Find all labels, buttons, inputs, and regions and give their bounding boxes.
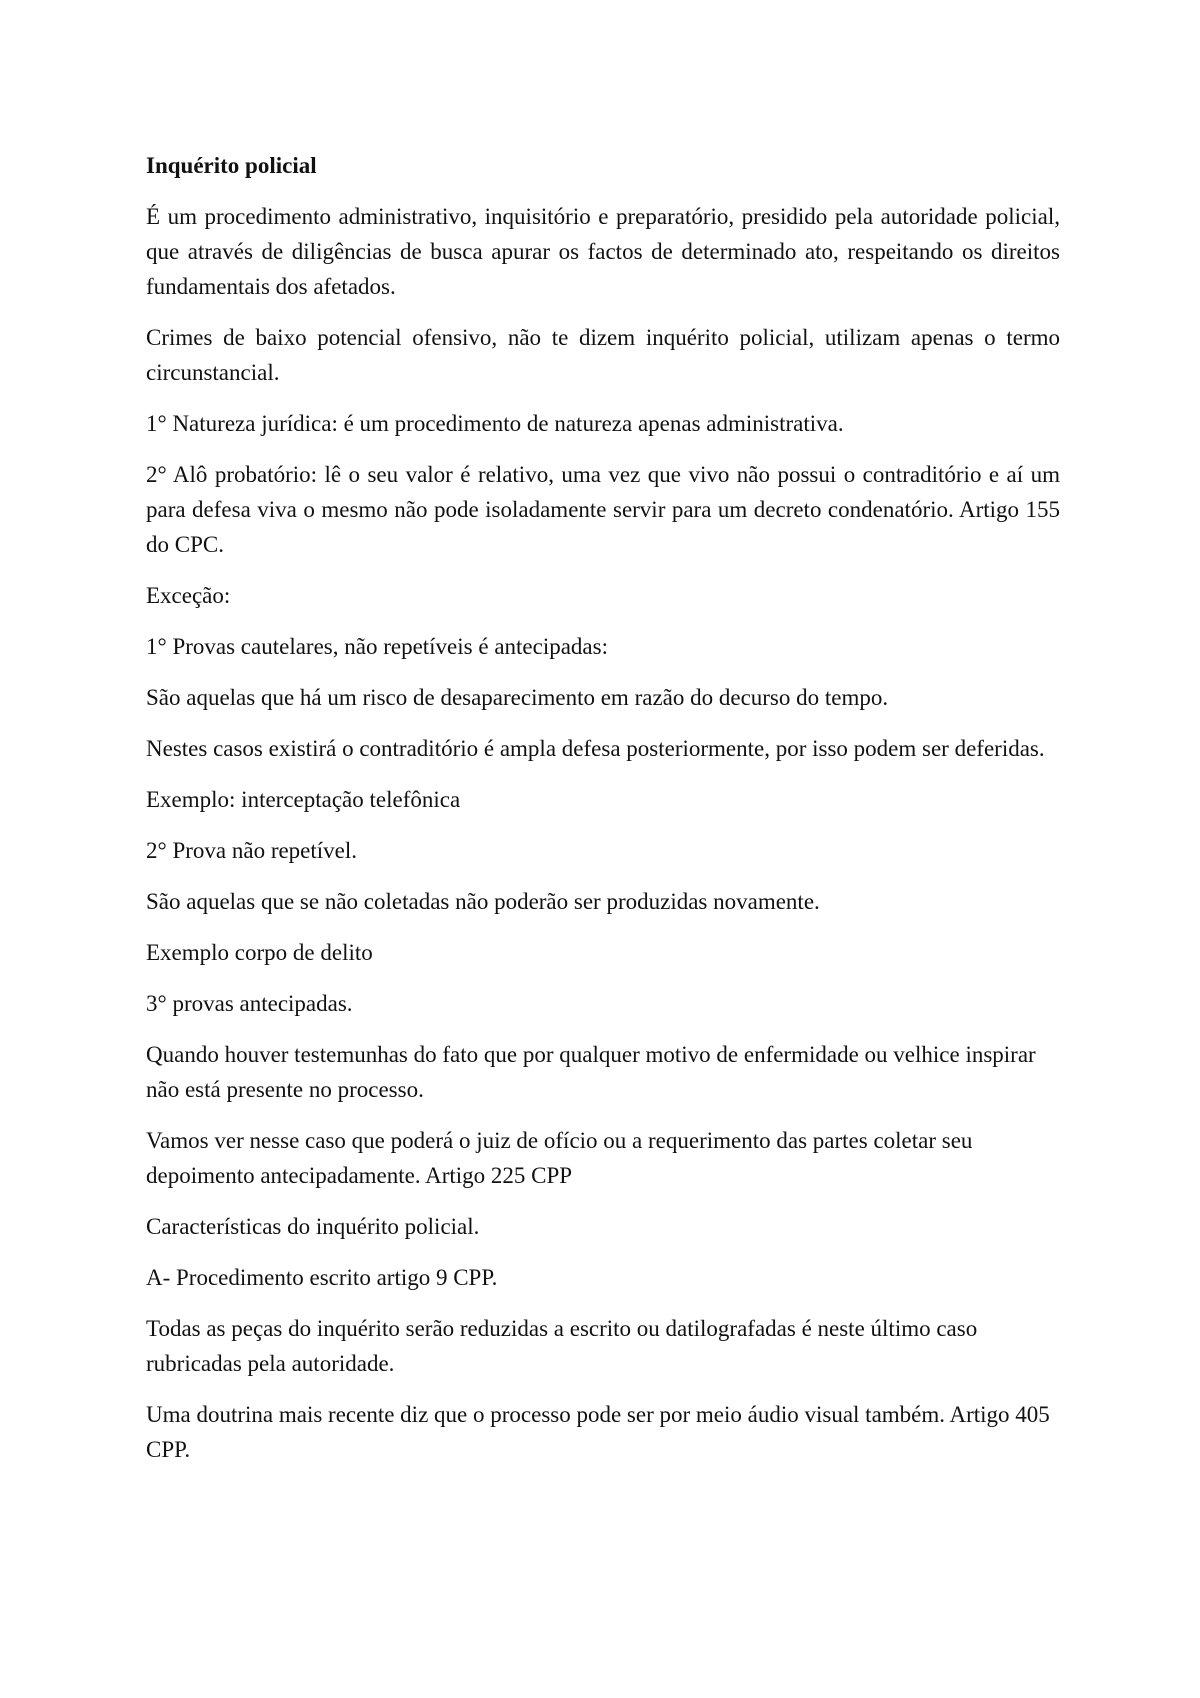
- paragraph-characteristics: Características do inquérito policial.: [146, 1214, 480, 1239]
- paragraph-anticipated-evidence: 3° provas antecipadas.: [146, 991, 353, 1016]
- paragraph-pieces-written: Todas as peças do inquérito serão reduzidas a escrito ou datilografadas é neste último caso rubricadas pela autoridade.: [146, 1316, 978, 1376]
- paragraph-audio-visual: Uma doutrina mais recente diz que o processo pode ser por meio áudio visual também. Artigo 405 CPP.: [146, 1402, 1050, 1462]
- paragraph-risk-disappearance: São aquelas que há um risco de desaparecimento em razão do decurso do tempo.: [146, 685, 889, 710]
- paragraph-low-offense-crimes: Crimes de baixo potencial ofensivo, não te dizem inquérito policial, utilizam apenas o termo circunstancial.: [146, 325, 1060, 385]
- document-title: Inquérito policial: [146, 153, 317, 178]
- paragraph-witnesses: Quando houver testemunhas do fato que por qualquer motivo de enfermidade ou velhice inspirar não está presente no processo.: [146, 1042, 1036, 1102]
- paragraph-judge-testimony: Vamos ver nesse caso que poderá o juiz de ofício ou a requerimento das partes coletar seu depoimento antecipadamente. Artigo 225 CPP: [146, 1128, 973, 1188]
- document-body: [146, 148, 1060, 1483]
- paragraph-written-procedure: A- Procedimento escrito artigo 9 CPP.: [146, 1265, 498, 1290]
- paragraph-example-corpus: Exemplo corpo de delito: [146, 940, 373, 965]
- paragraph-not-collected: São aquelas que se não coletadas não poderão ser produzidas novamente.: [146, 889, 820, 914]
- paragraph-precautionary-evidence: 1° Provas cautelares, não repetíveis é antecipadas:: [146, 634, 608, 659]
- paragraph-probative-value: 2° Alô probatório: lê o seu valor é relativo, uma vez que vivo não possui o contraditório e aí um para defesa viva o mesmo não pode isoladamente servir para um decreto condenatório. Artigo 155 do CPC.: [146, 462, 1060, 557]
- paragraph-legal-nature: 1° Natureza jurídica: é um procedimento de natureza apenas administrativa.: [146, 411, 844, 436]
- paragraph-non-repeatable: 2° Prova não repetível.: [146, 838, 358, 863]
- paragraph-example-interception: Exemplo: interceptação telefônica: [146, 787, 461, 812]
- paragraph-deferred-contradictory: Nestes casos existirá o contraditório é ampla defesa posteriormente, por isso podem ser deferidas.: [146, 736, 1045, 761]
- paragraph-exception-heading: Exceção:: [146, 583, 231, 608]
- paragraph-definition: É um procedimento administrativo, inquisitório e preparatório, presidido pela autoridade policial, que através de diligências de busca apurar os factos de determinado ato, respeitando os direitos fundamentais dos afetados.: [146, 204, 1060, 299]
